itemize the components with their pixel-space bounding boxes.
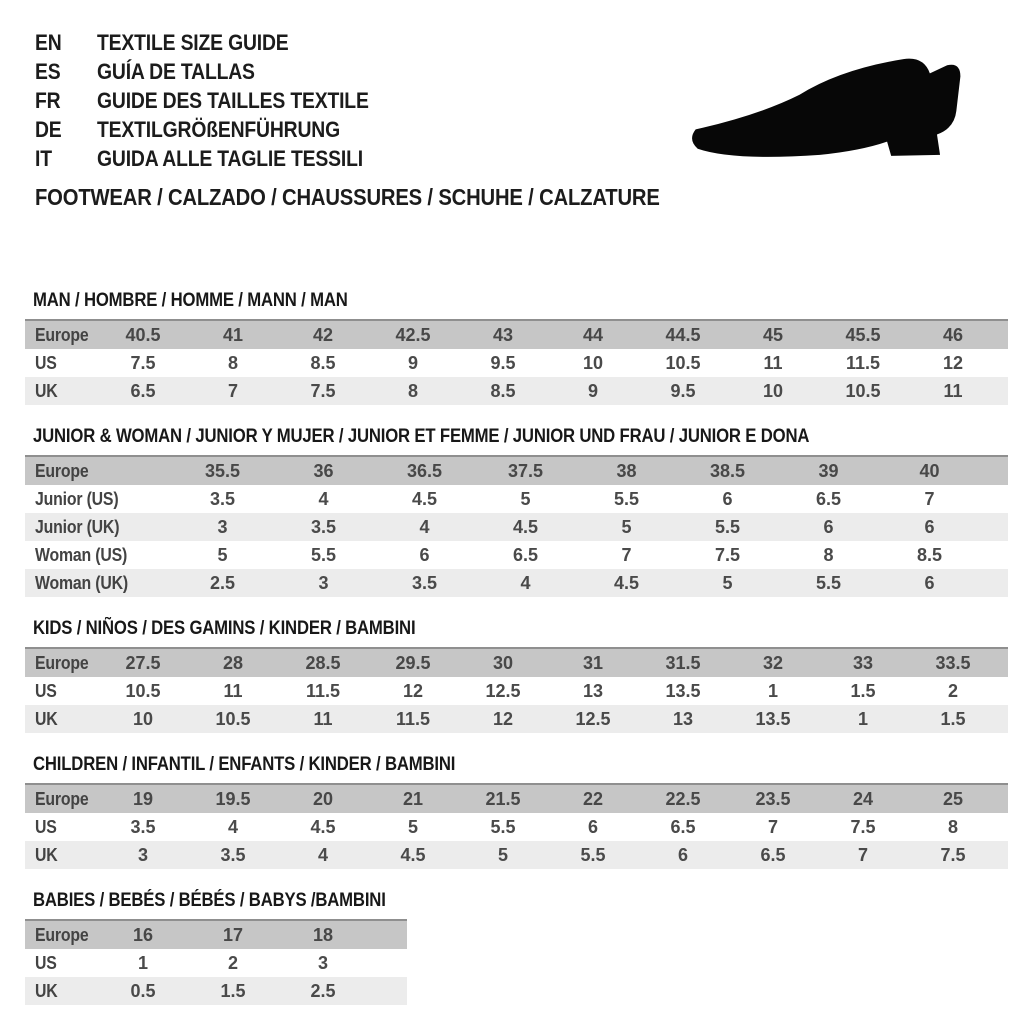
- lang-label: [97, 28, 315, 57]
- size-cell: 1: [767, 680, 778, 701]
- size-cell: 3.5: [130, 816, 156, 837]
- size-cell: 36.5: [374, 456, 475, 485]
- size-cell: 12.5: [575, 708, 611, 729]
- row-label: [25, 949, 98, 977]
- size-cell: 12.5: [485, 680, 521, 701]
- spacer-cell: [368, 920, 407, 949]
- size-cell: 3: [317, 952, 328, 973]
- row-label: [25, 784, 98, 813]
- size-cell: 36: [273, 456, 374, 485]
- size-cell: 44.5: [638, 320, 728, 349]
- spacer-cell: [368, 977, 407, 1005]
- size-cell: 2.5: [209, 572, 236, 593]
- size-cell: 8.5: [310, 352, 336, 373]
- lang-code: [35, 57, 97, 86]
- section-title-children: [33, 755, 1015, 775]
- spacer-cell: [998, 841, 1008, 869]
- lang-label: [97, 144, 399, 173]
- size-cell: 7.5: [714, 544, 741, 565]
- section-babies: [25, 891, 1015, 1005]
- size-cell: 10.5: [665, 352, 701, 373]
- size-cell: 6: [419, 544, 430, 565]
- size-cell: 6.5: [760, 844, 786, 865]
- lang-label: [97, 86, 406, 115]
- size-cell: 7: [621, 544, 632, 565]
- section-children: [25, 755, 1015, 869]
- size-cell: 38: [576, 456, 677, 485]
- size-cell: 3: [318, 572, 329, 593]
- table-row-kids-europe: [25, 648, 1008, 677]
- size-cell: 19: [98, 784, 188, 813]
- size-cell: 8: [407, 380, 418, 401]
- row-label-text: UK: [35, 980, 58, 1001]
- size-cell: 5.5: [613, 488, 640, 509]
- spacer-cell: [998, 320, 1008, 349]
- lang-label: [97, 115, 373, 144]
- size-cell: 5: [520, 488, 531, 509]
- lang-label-text: GUÍA DE TALLAS: [97, 59, 255, 84]
- spacer-cell: [998, 677, 1008, 705]
- row-label-text: UK: [35, 844, 58, 865]
- row-label: [25, 320, 98, 349]
- row-label-text: US: [35, 816, 57, 837]
- row-label-text: Woman (UK): [35, 572, 128, 593]
- row-label: [25, 569, 172, 597]
- size-cell: 5: [621, 516, 632, 537]
- lang-code-text: EN: [35, 30, 62, 55]
- size-cell: 11.5: [305, 680, 341, 701]
- size-cell: 7.5: [850, 816, 876, 837]
- row-label: [25, 841, 98, 869]
- lang-code-text: IT: [35, 146, 52, 171]
- size-cell: 23.5: [728, 784, 818, 813]
- lang-code-text: DE: [35, 117, 62, 142]
- row-label: [25, 456, 172, 485]
- size-cell: 3: [137, 844, 148, 865]
- lang-code: [35, 28, 97, 57]
- table-row-children-us: [25, 813, 1008, 841]
- lang-label-text: TEXTILGRÖßENFÜHRUNG: [97, 117, 340, 142]
- size-cell: 6: [924, 572, 935, 593]
- size-cell: 39: [778, 456, 879, 485]
- size-cell: 3.5: [209, 488, 236, 509]
- size-cell: 4: [419, 516, 430, 537]
- language-list: [35, 28, 406, 173]
- size-cell: 4.5: [613, 572, 640, 593]
- size-cell: 11.5: [845, 352, 881, 373]
- size-cell: 4.5: [400, 844, 426, 865]
- table-row-babies-europe: [25, 920, 407, 949]
- size-cell: 32: [728, 648, 818, 677]
- size-cell: 35.5: [172, 456, 273, 485]
- size-cell: 18: [278, 920, 368, 949]
- size-cell: 10.5: [845, 380, 881, 401]
- size-cell: 7.5: [130, 352, 156, 373]
- size-cell: 4.5: [411, 488, 438, 509]
- size-cell: 4.5: [310, 816, 336, 837]
- size-cell: 1.5: [850, 680, 876, 701]
- size-cell: 2.5: [310, 980, 336, 1001]
- language-row-de: [35, 115, 406, 144]
- size-cell: 3.5: [220, 844, 246, 865]
- size-cell: 8: [947, 816, 958, 837]
- size-cell: 13: [672, 708, 694, 729]
- size-cell: 31: [548, 648, 638, 677]
- language-row-en: [35, 28, 406, 57]
- size-cell: 7: [767, 816, 778, 837]
- row-label-text: US: [35, 352, 57, 373]
- size-cell: 11.5: [395, 708, 431, 729]
- table-row-man-europe: [25, 320, 1008, 349]
- section-junior: [25, 427, 1015, 597]
- size-cell: 37.5: [475, 456, 576, 485]
- spacer-cell: [368, 949, 407, 977]
- row-label: [25, 513, 172, 541]
- size-cell: 45: [728, 320, 818, 349]
- spacer-cell: [998, 349, 1008, 377]
- size-cell: 20: [278, 784, 368, 813]
- lang-label-text: GUIDE DES TAILLES TEXTILE: [97, 88, 369, 113]
- shoe-icon: [680, 52, 972, 164]
- size-cell: 40.5: [98, 320, 188, 349]
- size-cell: 5.5: [714, 516, 741, 537]
- lang-label-text: GUIDA ALLE TAGLIE TESSILI: [97, 146, 363, 171]
- size-cell: 0.5: [130, 980, 156, 1001]
- size-cell: 21: [368, 784, 458, 813]
- size-cell: 12: [942, 352, 964, 373]
- spacer-cell: [998, 377, 1008, 405]
- size-cell: 5: [497, 844, 508, 865]
- table-row-babies-uk: [25, 977, 407, 1005]
- section-kids: [25, 619, 1015, 733]
- lang-code: [35, 115, 97, 144]
- section-title-junior: [33, 427, 1015, 447]
- size-cell: 1.5: [940, 708, 966, 729]
- table-row-man-uk: [25, 377, 1008, 405]
- size-cell: 7.5: [940, 844, 966, 865]
- size-cell: 17: [188, 920, 278, 949]
- table-row-junior-junior-us: [25, 485, 1008, 513]
- size-cell: 5: [407, 816, 418, 837]
- row-label: [25, 541, 172, 569]
- section-title-text: JUNIOR & WOMAN / JUNIOR Y MUJER / JUNIOR ET FEMME / JUNIOR UND FRAU / JUNIOR E DONA: [33, 426, 810, 447]
- section-title-text: CHILDREN / INFANTIL / ENFANTS / KINDER / BAMBINI: [33, 754, 456, 775]
- size-cell: 8: [823, 544, 834, 565]
- row-label: [25, 485, 172, 513]
- size-cell: 7: [227, 380, 238, 401]
- size-cell: 13: [582, 680, 604, 701]
- row-label-text: Junior (US): [35, 488, 119, 509]
- row-label-text: UK: [35, 708, 58, 729]
- size-cell: 11: [223, 680, 243, 701]
- spacer-cell: [980, 541, 1008, 569]
- size-cell: 28.5: [278, 648, 368, 677]
- size-cell: 6.5: [670, 816, 696, 837]
- table-row-junior-woman-uk: [25, 569, 1008, 597]
- size-cell: 22: [548, 784, 638, 813]
- size-cell: 25: [908, 784, 998, 813]
- size-cell: 12: [492, 708, 514, 729]
- row-label-text: US: [35, 952, 57, 973]
- size-cell: 10: [762, 380, 784, 401]
- spacer-cell: [998, 813, 1008, 841]
- size-cell: 7: [924, 488, 935, 509]
- size-cell: 28: [188, 648, 278, 677]
- row-label-text: Europe: [35, 924, 89, 945]
- size-cell: 5.5: [490, 816, 516, 837]
- row-label-text: US: [35, 680, 57, 701]
- size-cell: 44: [548, 320, 638, 349]
- size-cell: 13.5: [755, 708, 791, 729]
- size-cell: 9: [587, 380, 598, 401]
- size-cell: 4: [520, 572, 531, 593]
- size-cell: 8.5: [916, 544, 943, 565]
- spacer-cell: [980, 485, 1008, 513]
- size-table-junior: [25, 455, 1008, 597]
- row-label: [25, 920, 98, 949]
- size-cell: 2: [227, 952, 238, 973]
- lang-label-text: TEXTILE SIZE GUIDE: [97, 30, 289, 55]
- size-cell: 31.5: [638, 648, 728, 677]
- shoe-silhouette-path: [692, 59, 960, 157]
- spacer-cell: [998, 648, 1008, 677]
- row-label: [25, 705, 98, 733]
- row-label-text: Woman (US): [35, 544, 128, 565]
- footwear-category-line: [35, 184, 745, 210]
- size-cell: 40: [879, 456, 980, 485]
- size-cell: 30: [458, 648, 548, 677]
- section-title-text: MAN / HOMBRE / HOMME / MANN / MAN: [33, 290, 348, 311]
- size-cell: 43: [458, 320, 548, 349]
- size-cell: 29.5: [368, 648, 458, 677]
- section-title-babies: [33, 891, 1015, 911]
- size-cell: 5: [722, 572, 733, 593]
- size-table-man: [25, 319, 1008, 405]
- size-cell: 46: [908, 320, 998, 349]
- size-tables: [25, 291, 1015, 1024]
- row-label: [25, 977, 98, 1005]
- lang-code: [35, 86, 97, 115]
- size-cell: 16: [98, 920, 188, 949]
- size-cell: 5.5: [815, 572, 842, 593]
- size-cell: 6: [587, 816, 598, 837]
- size-cell: 38.5: [677, 456, 778, 485]
- size-cell: 3: [217, 516, 228, 537]
- row-label-text: UK: [35, 380, 58, 401]
- size-table-children: [25, 783, 1008, 869]
- size-cell: 6.5: [815, 488, 842, 509]
- section-man: [25, 291, 1015, 405]
- size-cell: 6: [677, 844, 688, 865]
- size-cell: 9.5: [490, 352, 516, 373]
- size-cell: 41: [188, 320, 278, 349]
- size-cell: 42.5: [368, 320, 458, 349]
- footwear-category-text: FOOTWEAR / CALZADO / CHAUSSURES / SCHUHE / CALZATURE: [35, 184, 660, 210]
- size-cell: 7.5: [310, 380, 336, 401]
- language-row-fr: [35, 86, 406, 115]
- size-cell: 9.5: [670, 380, 696, 401]
- size-cell: 33: [818, 648, 908, 677]
- row-label-text: Europe: [35, 460, 89, 481]
- size-cell: 22.5: [638, 784, 728, 813]
- size-cell: 3.5: [310, 516, 337, 537]
- section-title-text: BABIES / BEBÉS / BÉBÉS / BABYS /BAMBINI: [33, 890, 386, 911]
- table-row-junior-europe: [25, 456, 1008, 485]
- spacer-cell: [998, 784, 1008, 813]
- size-cell: 5.5: [580, 844, 606, 865]
- size-cell: 33.5: [908, 648, 998, 677]
- size-cell: 4: [317, 844, 328, 865]
- size-cell: 4: [227, 816, 238, 837]
- size-cell: 6: [924, 516, 935, 537]
- row-label: [25, 813, 98, 841]
- row-label: [25, 677, 98, 705]
- size-cell: 13.5: [665, 680, 701, 701]
- size-cell: 10.5: [125, 680, 161, 701]
- spacer-cell: [980, 456, 1008, 485]
- size-cell: 19.5: [188, 784, 278, 813]
- lang-code: [35, 144, 97, 173]
- lang-code-text: FR: [35, 88, 61, 113]
- row-label: [25, 377, 98, 405]
- table-row-kids-uk: [25, 705, 1008, 733]
- row-label-text: Europe: [35, 324, 89, 345]
- size-cell: 3.5: [411, 572, 438, 593]
- spacer-cell: [980, 513, 1008, 541]
- row-label-text: Europe: [35, 652, 89, 673]
- size-cell: 10: [582, 352, 604, 373]
- table-row-children-uk: [25, 841, 1008, 869]
- size-cell: 6: [823, 516, 834, 537]
- size-cell: 45.5: [818, 320, 908, 349]
- size-cell: 9: [407, 352, 418, 373]
- size-cell: 1.5: [220, 980, 246, 1001]
- row-label: [25, 648, 98, 677]
- table-row-kids-us: [25, 677, 1008, 705]
- size-cell: 42: [278, 320, 368, 349]
- size-cell: 10: [132, 708, 154, 729]
- table-row-children-europe: [25, 784, 1008, 813]
- table-row-junior-woman-us: [25, 541, 1008, 569]
- size-table-kids: [25, 647, 1008, 733]
- size-cell: 7: [857, 844, 868, 865]
- size-cell: 6.5: [512, 544, 539, 565]
- size-cell: 11: [943, 380, 963, 401]
- table-row-babies-us: [25, 949, 407, 977]
- size-cell: 11: [763, 352, 783, 373]
- size-cell: 4: [318, 488, 329, 509]
- language-row-es: [35, 57, 406, 86]
- size-cell: 12: [402, 680, 424, 701]
- row-label-text: Junior (UK): [35, 516, 120, 537]
- size-cell: 10.5: [215, 708, 251, 729]
- table-row-man-us: [25, 349, 1008, 377]
- table-row-junior-junior-uk: [25, 513, 1008, 541]
- size-cell: 4.5: [512, 516, 539, 537]
- size-table-babies: [25, 919, 407, 1005]
- lang-code-text: ES: [35, 59, 61, 84]
- row-label-text: Europe: [35, 788, 89, 809]
- section-title-text: KIDS / NIÑOS / DES GAMINS / KINDER / BAMBINI: [33, 618, 416, 639]
- size-cell: 5.5: [310, 544, 337, 565]
- section-title-kids: [33, 619, 1015, 639]
- size-cell: 6.5: [130, 380, 156, 401]
- lang-label: [97, 57, 276, 86]
- spacer-cell: [998, 705, 1008, 733]
- spacer-cell: [980, 569, 1008, 597]
- size-cell: 8: [227, 352, 238, 373]
- language-row-it: [35, 144, 406, 173]
- size-cell: 27.5: [98, 648, 188, 677]
- row-label: [25, 349, 98, 377]
- section-title-man: [33, 291, 1015, 311]
- size-cell: 5: [217, 544, 228, 565]
- size-cell: 6: [722, 488, 733, 509]
- size-cell: 21.5: [458, 784, 548, 813]
- size-cell: 2: [947, 680, 958, 701]
- size-cell: 24: [818, 784, 908, 813]
- size-cell: 1: [137, 952, 148, 973]
- size-cell: 11: [313, 708, 333, 729]
- size-cell: 8.5: [490, 380, 516, 401]
- size-cell: 1: [857, 708, 868, 729]
